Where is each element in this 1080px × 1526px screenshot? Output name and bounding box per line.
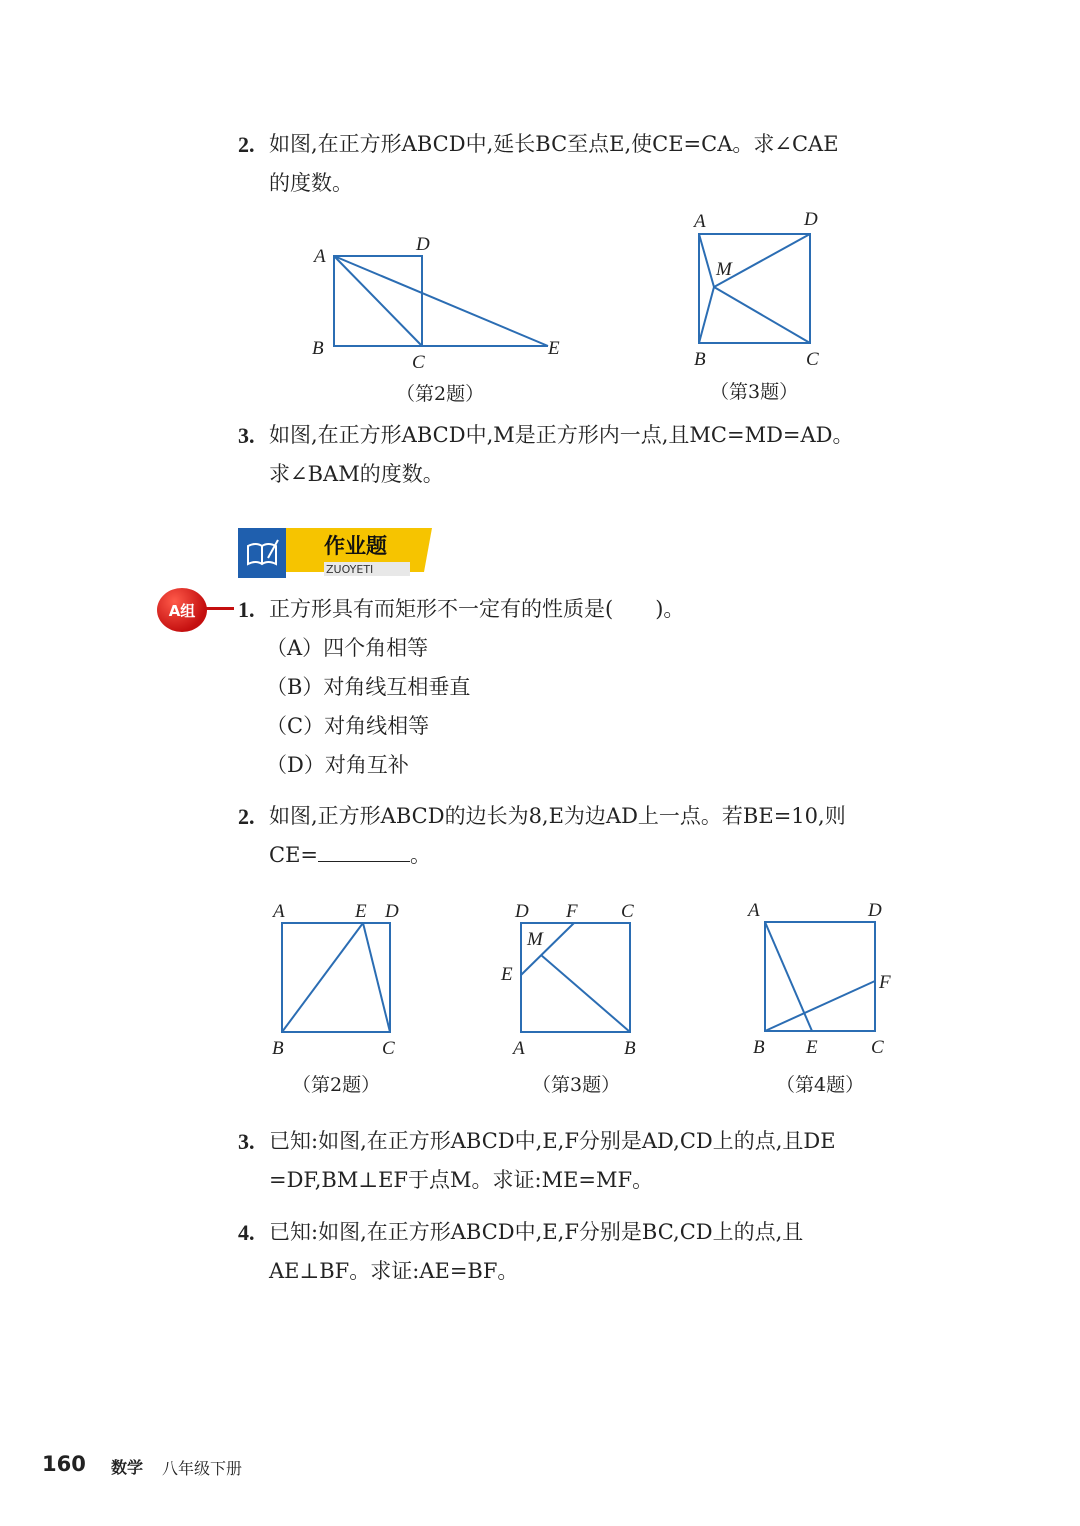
label-d: D bbox=[868, 900, 882, 921]
question-text-line bbox=[238, 836, 928, 875]
question-text-line: 的度数。 bbox=[269, 171, 353, 195]
segment-ae bbox=[765, 922, 812, 1031]
answer-suffix: 。 bbox=[410, 843, 431, 867]
question-text-line: =DF,BM⊥EF于点M。求证:ME=MF。 bbox=[269, 1168, 654, 1192]
label-e: E bbox=[548, 338, 560, 359]
label-m: M bbox=[527, 929, 543, 950]
label-b: B bbox=[753, 1037, 765, 1058]
label-d: D bbox=[416, 234, 430, 255]
question-text-line: 已知:如图,在正方形ABCD中,E,F分别是BC,CD上的点,且 bbox=[269, 1220, 804, 1244]
label-c: C bbox=[412, 352, 425, 373]
label-d: D bbox=[515, 901, 529, 922]
label-d: D bbox=[804, 209, 818, 230]
label-b: B bbox=[624, 1038, 636, 1059]
option-c: （C）对角线相等 bbox=[266, 714, 430, 738]
label-c: C bbox=[806, 349, 819, 370]
option-b: （B）对角线互相垂直 bbox=[266, 675, 471, 699]
label-c: C bbox=[382, 1038, 395, 1059]
caption-q2-top: （第2题） bbox=[396, 383, 485, 405]
figure-q3-bottom bbox=[498, 893, 648, 1063]
caption-q3-bottom: （第3题） bbox=[532, 1074, 621, 1096]
segment-mb bbox=[541, 955, 630, 1032]
label-e: E bbox=[806, 1037, 818, 1058]
label-e: E bbox=[501, 964, 513, 985]
label-b: B bbox=[312, 338, 324, 359]
figure-q2-bottom bbox=[262, 893, 412, 1063]
question-text-line: 正方形具有而矩形不一定有的性质是( )。 bbox=[269, 597, 685, 621]
homework-question-3 bbox=[238, 1122, 928, 1200]
label-e: E bbox=[355, 901, 367, 922]
label-b: B bbox=[694, 349, 706, 370]
section-subtitle: ZUOYETI bbox=[326, 563, 374, 576]
caption-q4-bottom: （第4题） bbox=[776, 1074, 865, 1096]
question-number: 1. bbox=[238, 597, 255, 622]
question-text-line: 如图,正方形ABCD的边长为8,E为边AD上一点。若BE=10,则 bbox=[269, 804, 846, 828]
caption-q3-top: （第3题） bbox=[710, 381, 799, 403]
question-2-top bbox=[238, 125, 928, 203]
diagonal-ac bbox=[334, 256, 422, 346]
group-a-badge bbox=[157, 588, 207, 632]
question-number: 4. bbox=[238, 1220, 255, 1245]
answer-blank[interactable] bbox=[318, 841, 410, 862]
label-f: F bbox=[879, 972, 891, 993]
page-number: 160 bbox=[42, 1452, 86, 1476]
homework-question-1 bbox=[238, 590, 928, 629]
segment-be bbox=[282, 923, 363, 1032]
question-number: 2. bbox=[238, 132, 255, 157]
homework-question-4 bbox=[238, 1213, 928, 1291]
label-a: A bbox=[513, 1038, 525, 1059]
footer-subject: 数学 bbox=[111, 1458, 144, 1477]
label-d: D bbox=[385, 901, 399, 922]
segment-am bbox=[699, 234, 714, 287]
square-abcd bbox=[282, 923, 390, 1032]
label-a: A bbox=[314, 246, 326, 267]
caption-q2-bottom: （第2题） bbox=[292, 1074, 381, 1096]
question-3-top bbox=[238, 416, 928, 494]
question-text-line: 已知:如图,在正方形ABCD中,E,F分别是AD,CD上的点,且DE bbox=[269, 1129, 836, 1153]
badge-pointer bbox=[204, 607, 234, 610]
label-a: A bbox=[694, 211, 706, 232]
square-abcd bbox=[765, 922, 875, 1031]
answer-prefix: CE= bbox=[269, 843, 318, 867]
question-number: 3. bbox=[238, 423, 255, 448]
question-text-line: AE⊥BF。求证:AE=BF。 bbox=[269, 1259, 519, 1283]
segment-ae bbox=[334, 256, 548, 346]
label-a: A bbox=[748, 900, 760, 921]
figure-q2-top bbox=[300, 228, 590, 373]
option-d: （D）对角互补 bbox=[266, 753, 409, 777]
label-b: B bbox=[272, 1038, 284, 1059]
question-number: 3. bbox=[238, 1129, 255, 1154]
figure-q4-bottom bbox=[742, 893, 902, 1063]
option-a: （A）四个角相等 bbox=[266, 636, 429, 660]
question-text-line: 如图,在正方形ABCD中,延长BC至点E,使CE=CA。求∠CAE bbox=[269, 132, 839, 156]
label-m: M bbox=[716, 259, 732, 280]
segment-mb bbox=[699, 287, 714, 343]
segment-bf bbox=[765, 981, 875, 1031]
section-title: 作业题 bbox=[324, 534, 387, 558]
question-text-line: 如图,在正方形ABCD中,M是正方形内一点,且MC=MD=AD。 bbox=[269, 423, 854, 447]
homework-section-banner bbox=[238, 524, 432, 580]
figure-q3-top bbox=[680, 205, 830, 375]
segment-mc bbox=[714, 287, 810, 343]
group-badge-label: A组 bbox=[168, 601, 196, 620]
segment-ec bbox=[363, 923, 390, 1032]
label-c: C bbox=[871, 1037, 884, 1058]
label-a: A bbox=[273, 901, 285, 922]
homework-question-2 bbox=[238, 797, 928, 875]
question-number: 2. bbox=[238, 804, 255, 829]
question-text-line: 求∠BAM的度数。 bbox=[269, 462, 444, 486]
footer-book-title: 八年级下册 bbox=[162, 1459, 243, 1478]
label-c: C bbox=[621, 901, 634, 922]
label-f: F bbox=[566, 901, 578, 922]
